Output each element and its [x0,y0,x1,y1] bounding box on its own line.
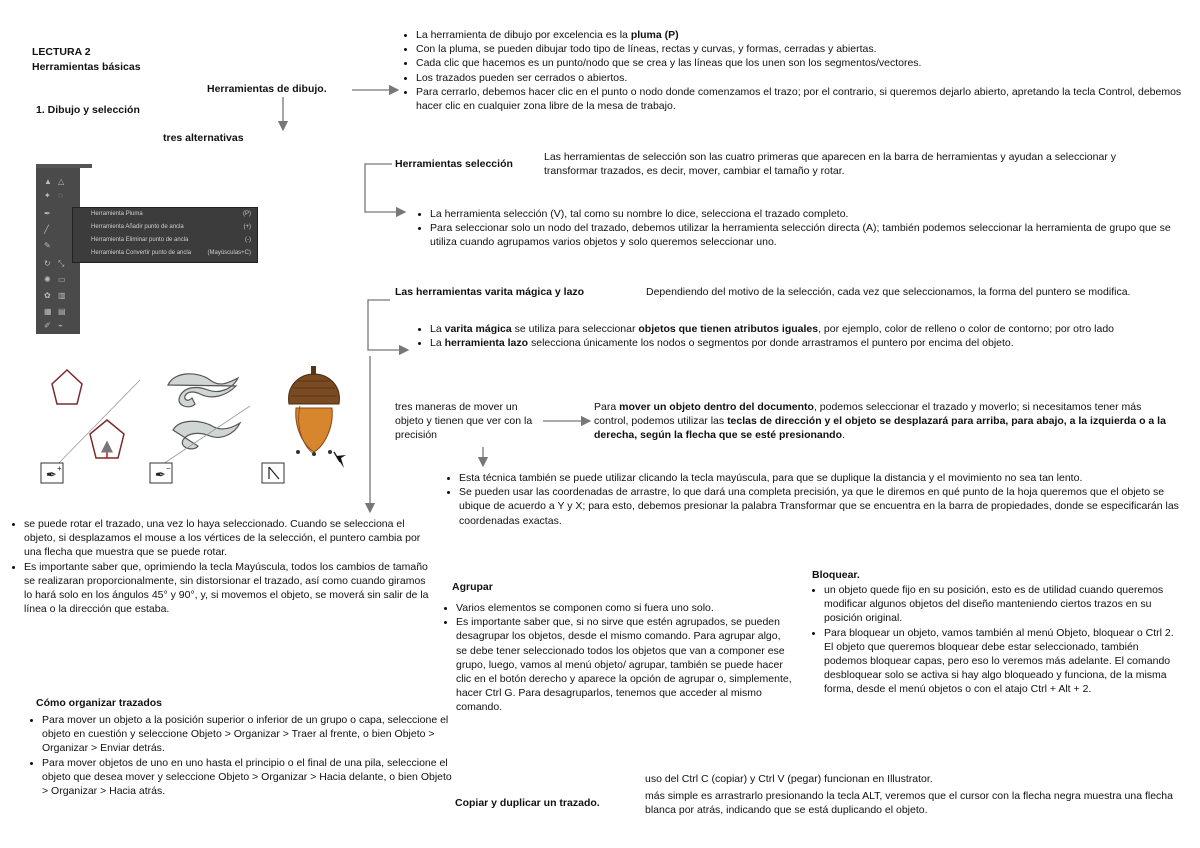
selection-tools-list [418,207,1190,250]
svg-text:✒: ✒ [155,467,166,482]
magic-wand-icon[interactable]: ✦ [44,191,51,200]
rotate-list [12,517,434,616]
list-item: • se puede rotar el trazado, una vez lo haya seleccionado. Cuando se selecciona el objeto, si desplazamos el mouse a los vértices de la selección, el puntero cambia por una flecha que muestra que se puede rotar. [24,517,434,560]
organize-label: Cómo organizar trazados [36,697,163,709]
list-item: • La herramienta de dibujo por excelencia es la pluma (P) [416,28,1196,42]
direct-selection-tool-icon[interactable]: △ [58,177,65,186]
list-item: • Con la pluma, se pueden dibujar todo tipo de líneas, rectas y curvas, y formas, cerradas y abiertas. [416,42,1196,56]
convert-anchor-icon [262,463,284,483]
list-item: • Se pueden usar las coordenadas de arrastre, lo que dará una completa precisión, ya que le diremos en qué punto de la hoja queremos que el objeto se ubique de acuerdo a Y y X; para esto, debemos presionar la palabra Transformar que se encuentra en la barra de propiedades, donde se especificarán las coordenadas exactas. [459,485,1191,528]
warp-tool-icon[interactable]: ✺ [44,275,51,284]
list-item: • Varios elementos se componen como si fuera uno solo. [456,601,794,615]
mesh-tool-icon[interactable]: ▦ [44,307,52,316]
pen-tool-icon[interactable]: ✒ [44,209,51,218]
list-item: • Los trazados pueden ser cerrados o abiertos. [416,71,1196,85]
list-item: • Para mover objetos de uno en uno hasta el principio o el final de una pila, seleccione el objeto que desea mover y seleccione Objeto > Organizar > Hacia delante, o bien Objeto > Organizar > Hacia atrás. [42,756,452,799]
free-transform-icon[interactable]: ▭ [58,275,66,284]
selection-tool-icon[interactable]: ▲ [44,177,52,186]
eyedropper-icon[interactable]: ✐ [44,321,51,330]
lock-label: Bloquear. [812,569,860,581]
list-item: • Para mover un objeto a la posición superior o inferior de un grupo o capa, seleccione el objeto en cuestión y seleccione Objeto > Organizar > Traer al frente, o bien Objeto > Organizar > Enviar detrás. [42,713,452,756]
list-item: • Es importante saber que, oprimiendo la tecla Mayúscula, todos los cambios de tamaño se realizaran proporcionalmente, sin distorsionar el trazado, así como cuando giramos lo hará solo en los ángulos 45° y 90°, y, si movemos el objeto, se moverá sin salir de la línea o la dirección que estaba. [24,560,434,617]
wand-lasso-description: Dependiendo del motivo de la selección, cada vez que seleccionamos, la forma del puntero se modifica. [646,286,1131,298]
move-label: tres maneras de mover un objeto y tienen que ver con la precisión [395,401,533,441]
menu-item-pen[interactable]: Herramienta Pluma (P) [91,211,251,217]
wand-lasso-label: Las herramientas varita mágica y lazo [395,286,585,298]
menu-item-add-anchor[interactable]: Herramienta Añadir punto de ancla (+) [91,224,251,230]
move-list [447,471,1191,528]
delete-anchor-pen-icon [150,463,172,483]
wand-lasso-list [418,322,1192,350]
list-item: • un objeto quede fijo en su posición, esto es de utilidad cuando queremos modificar algunos objetos del diseño manteniendo ciertos trazos en su posición original. [824,583,1182,626]
brush-tool-icon[interactable]: ✎ [44,241,51,250]
copy-label: Copiar y duplicar un trazado. [455,797,600,809]
selection-description: Las herramientas de selección son las cuatro primeras que aparecen en la barra de herramientas y ayudan a seleccionar y transformar trazados, es decir, mover, cambiar el tamaño y rotar. [544,151,1116,177]
cursor-icon [336,455,346,468]
list-item: • Para cerrarlo, debemos hacer clic en el punto o nodo donde comenzamos el trazo; por el contrario, si queremos dejarlo abierto, apretando la tecla Control, debemos hacer clic en cualquier zona libre de la mesa de trabajo. [416,85,1196,113]
curly-path-icon [168,374,240,449]
list-item: • La varita mágica se utiliza para seleccionar objetos que tienen atributos iguales, por ejemplo, color de relleno o color de contorno; por otro lado [430,322,1192,336]
add-anchor-pen-icon [41,463,63,483]
list-item: • Para bloquear un objeto, vamos también al menú Objeto, bloquear o Ctrl 2. El objeto que queremos bloquear debe estar seleccionado, también podemos bloquear capas, pero eso lo veremos más adelante. El comando desbloquear solo se activa si hay algo bloqueado y funciona, de la misma forma, desde el menú objetos o con el atajo Ctrl + Alt + 2. [824,626,1182,697]
organize-list [30,713,452,798]
lock-list [812,583,1182,697]
svg-text:+: + [57,464,62,473]
group-list [444,601,794,715]
drawing-tools-label: Herramientas de dibujo. [207,83,327,95]
lecture-subtitle: Herramientas básicas [32,61,141,73]
list-item: • La herramienta selección (V), tal como su nombre lo dice, selecciona el trazado completo. [430,207,1190,221]
lecture-title: LECTURA 2 [32,46,91,58]
lasso-icon[interactable]: ◌ [58,191,63,200]
section-heading: 1. Dibujo y selección [36,104,140,116]
graph-tool-icon[interactable]: ▥ [58,291,66,300]
three-alternatives-label: tres alternativas [163,132,244,144]
list-item: • La herramienta lazo selecciona únicamente los nodos o segmentos por donde arrastramos el puntero por encima del objeto. [430,336,1192,350]
move-description: Para mover un objeto dentro del documento, podemos seleccionar el trazado y moverlo; si necesitamos tener más control, podemos utilizar las teclas de dirección y el objeto se desplazará para arriba, para abajo, a la izquierda o a la derecha, según la flecha que se esté presionando. [594,401,1166,441]
menu-item-convert-anchor[interactable]: Herramienta Convertir punto de ancla (Mayúsculas+C) [91,250,251,256]
list-item: • Esta técnica también se puede utilizar clicando la tecla mayúscula, para que se duplique la distancia y el movimiento no sea tan lento. [459,471,1191,485]
copy-description-2: más simple es arrastrarlo presionando la tecla ALT, veremos que el cursor con la flecha negra muestra una flecha blanca por atrás, indicando que se está duplicando el objeto. [645,790,1173,816]
menu-item-delete-anchor[interactable]: Herramienta Eliminar punto de ancla (-) [91,237,251,243]
acorn-icon [289,366,346,468]
blend-tool-icon[interactable]: ⌁ [58,321,63,330]
gradient-tool-icon[interactable]: ▤ [58,307,66,316]
svg-text:✒: ✒ [46,467,57,482]
diagonal-divider [160,406,250,466]
copy-description-1: uso del Ctrl C (copiar) y Ctrl V (pegar) funcionan en Illustrator. [645,773,933,785]
svg-text:−: − [166,464,171,473]
list-item: • Es importante saber que, si no sirve que estén agrupados, se pueden desagrupar los objetos, desde el mismo comando. Para agrupar algo, se debe tener seleccionado todos los objetos que van a componer ese grupo, luego, vamos al menú objeto/ agrupar, también se puede hacer clic en el botón derecho y aparece la opción de agrupar o, simplemente, hacer Ctrl G. Para desagruparlos, tenemos que acceder al mismo comando. [456,615,794,714]
pentagon-path-icon [52,370,124,458]
list-item: • Cada clic que hacemos es un punto/nodo que se crea y las líneas que los unen son los segmentos/vectores. [416,56,1196,70]
symbol-tool-icon[interactable]: ✿ [44,291,51,300]
rotate-tool-icon[interactable]: ↻ [44,259,51,268]
group-label: Agrupar [452,581,493,593]
line-tool-icon[interactable]: ╱ [44,225,49,234]
selection-tools-label: Herramientas selección [395,158,513,170]
scale-tool-icon[interactable]: ⤡ [58,259,65,268]
list-item: • Para seleccionar solo un nodo del trazado, debemos utilizar la herramienta selección directa (A); también podemos seleccionar la herramienta de grupo que se utiliza cuando agrupamos varios objetos y solo queremos seleccionar uno. [430,221,1190,249]
